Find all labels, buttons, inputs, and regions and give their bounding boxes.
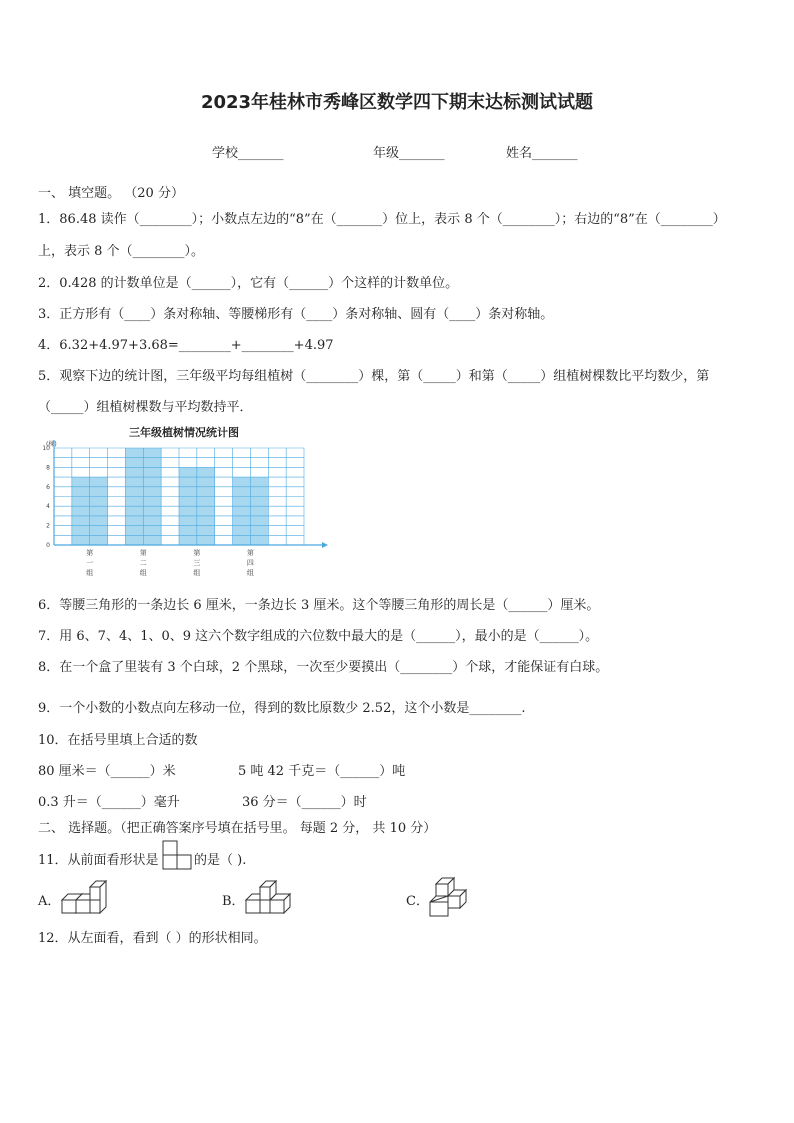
question-4: 4．6.32+4.97+3.68=________+________+4.97 (38, 338, 334, 353)
x-axis-arrow (322, 542, 328, 548)
question-5-line-1: 5．观察下边的统计图，三年级平均每组植树（________）棵，第（_____）和第（_____）组植树棵数比平均数少，第 (38, 369, 710, 384)
x-category-label-char: 组 (86, 569, 94, 577)
question-3: 3．正方形有（____）条对称轴、等腰梯形有（____）条对称轴、圆有（____）条对称轴。 (38, 307, 554, 322)
question-2: 2．0.428 的计数单位是（______），它有（______）个这样的计数单位。 (38, 276, 459, 291)
chart-unit-label: (棵) (46, 441, 57, 448)
x-category-label-char: 组 (246, 569, 254, 577)
question-11-suffix: 的是（ ). (194, 853, 247, 868)
option-c-cubes-icon (428, 876, 474, 918)
question-10-heading: 10．在括号里填上合适的数 (38, 733, 198, 748)
question-6: 6．等腰三角形的一条边长 6 厘米，一条边长 3 厘米。这个等腰三角形的周长是（______）厘米。 (38, 598, 600, 613)
question-9: 9．一个小数的小数点向左移动一位，得到的数比原数少 2.52，这个小数是________. (38, 701, 526, 716)
y-tick-label: 8 (46, 464, 50, 472)
x-category-label-char: 一 (86, 559, 94, 567)
x-category-label-char: 组 (139, 569, 147, 577)
question-10-a: 80 厘米＝（______）米 (38, 764, 176, 779)
school-field: 学校_______ (212, 146, 284, 161)
question-10-c: 0.3 升＝（______）毫升 (38, 795, 180, 810)
x-category-label-char: 二 (139, 559, 147, 567)
y-tick-label: 0 (46, 542, 50, 549)
section-1-heading: 一、 填空题。 （20 分） (38, 186, 184, 201)
x-category-label-char: 四 (246, 559, 254, 567)
question-10-d: 36 分＝（______）时 (242, 795, 367, 810)
front-view-shape-icon (162, 840, 194, 870)
grade-field: 年级_______ (373, 146, 445, 161)
page-title: 2023年桂林市秀峰区数学四下期末达标测试试题 (200, 92, 594, 113)
y-tick-label: 2 (46, 522, 50, 530)
question-11-prefix: 11．从前面看形状是 (38, 853, 159, 868)
section-2-heading: 二、 选择题。（把正确答案序号填在括号里。 每题 2 分， 共 10 分） (38, 821, 437, 836)
question-5-line-2: （_____）组植树棵数与平均数持平． (38, 400, 253, 415)
x-category-label-char: 组 (193, 569, 201, 577)
question-12: 12．从左面看，看到（ ）的形状相同。 (38, 931, 267, 946)
question-8: 8．在一个盒了里装有 3 个白球，2 个黑球，一次至少要摸出（________）个球，才能保证有白球。 (38, 660, 609, 675)
question-7: 7．用 6、7、4、1、0、9 这六个数字组成的六位数中最大的是（______），最小的是（______）。 (38, 629, 599, 644)
question-1-line-1: 1．86.48 读作（________）；小数点左边的“8”在（_______）位上，表示 8 个（________）；右边的“8”在（________） (38, 212, 726, 227)
question-10-b: 5 吨 42 千克＝（______）吨 (238, 764, 406, 779)
option-a-label: A． (38, 894, 61, 909)
x-category-label-char: 第 (246, 549, 254, 557)
x-category-label-char: 第 (193, 549, 201, 557)
x-category-label-char: 第 (86, 549, 94, 557)
x-category-label-char: 第 (139, 549, 147, 557)
option-c-label: C． (406, 894, 429, 909)
name-field: 姓名_______ (506, 146, 578, 161)
option-a-cubes-icon (60, 878, 112, 914)
y-tick-label: 10 (42, 445, 50, 452)
option-b-label: B． (222, 894, 245, 909)
chart-title: 三年级植树情况统计图 (129, 426, 239, 439)
question-1-line-2: 上，表示 8 个（________）。 (38, 244, 205, 259)
option-b-cubes-icon (244, 878, 296, 914)
y-tick-label: 6 (46, 483, 50, 491)
y-tick-label: 4 (46, 503, 50, 511)
tree-planting-bar-chart (34, 418, 334, 583)
x-category-label-char: 三 (193, 559, 201, 567)
